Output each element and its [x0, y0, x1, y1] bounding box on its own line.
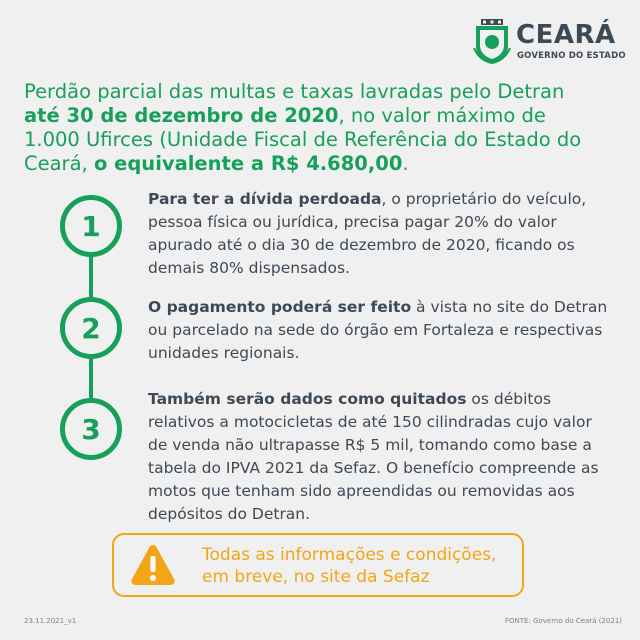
step-3-circle: [60, 398, 122, 460]
headline-text-2: , no valor máximo de 1.000 Ufirces (Unidade Fiscal de Referência do Estado do Ceará,: [24, 104, 582, 175]
step-2-bold: O pagamento poderá ser feito: [148, 298, 412, 316]
step-2-number: 2: [81, 311, 101, 345]
step-3-number: 3: [81, 412, 101, 446]
logo-subtitle: GOVERNO DO ESTADO: [517, 51, 626, 61]
notice-box: [112, 533, 524, 597]
step-1-text: [148, 188, 608, 280]
headline-text-3: .: [402, 152, 409, 175]
headline-amount: o equivalente a R$ 4.680,00: [93, 152, 403, 175]
step-3-bold: Também serão dados como quitados: [148, 390, 467, 408]
step-2-circle: [60, 297, 122, 359]
step-1-body: , o proprietário do veículo, pessoa física ou jurídica, precisa pagar 20% do valor apurado até o dia 30 de dezembro de 2020, ficando os demais 80% dispensados.: [148, 190, 587, 277]
headline: [24, 80, 584, 176]
ceara-logo: [472, 18, 624, 64]
step-3-text: [148, 388, 608, 526]
notice-text: Todas as informações e condições, em breve, no site da Sefaz: [202, 545, 497, 587]
headline-text-1: Perdão parcial das multas e taxas lavradas pelo Detran: [24, 80, 565, 103]
coat-of-arms-icon: [472, 18, 512, 64]
step-1-bold: Para ter a dívida perdoada: [148, 190, 382, 208]
warning-icon: [130, 543, 176, 587]
step-1-circle: [60, 195, 122, 257]
step-3-body: os débitos relativos a motocicletas de até 150 cilindradas cujo valor de venda não ultrapasse R$ 5 mil, tomando como base a tabela do IPVA 2021 da Sefaz. O benefício compreende as motos que tenham sido apreendidas ou removidas aos depósitos do Detran.: [148, 390, 599, 523]
logo-title: CEARÁ: [516, 20, 616, 50]
source-label: FONTE: Governo do Ceará (2021): [504, 617, 622, 625]
step-2-text: [148, 296, 608, 365]
version-label: 23.11.2021_v1: [24, 617, 77, 625]
step-1-number: 1: [81, 209, 101, 243]
headline-deadline: até 30 de dezembro de 2020: [24, 104, 339, 127]
step-2-body: à vista no site do Detran ou parcelado na sede do órgão em Fortaleza e respectivas unidades regionais.: [148, 298, 608, 362]
